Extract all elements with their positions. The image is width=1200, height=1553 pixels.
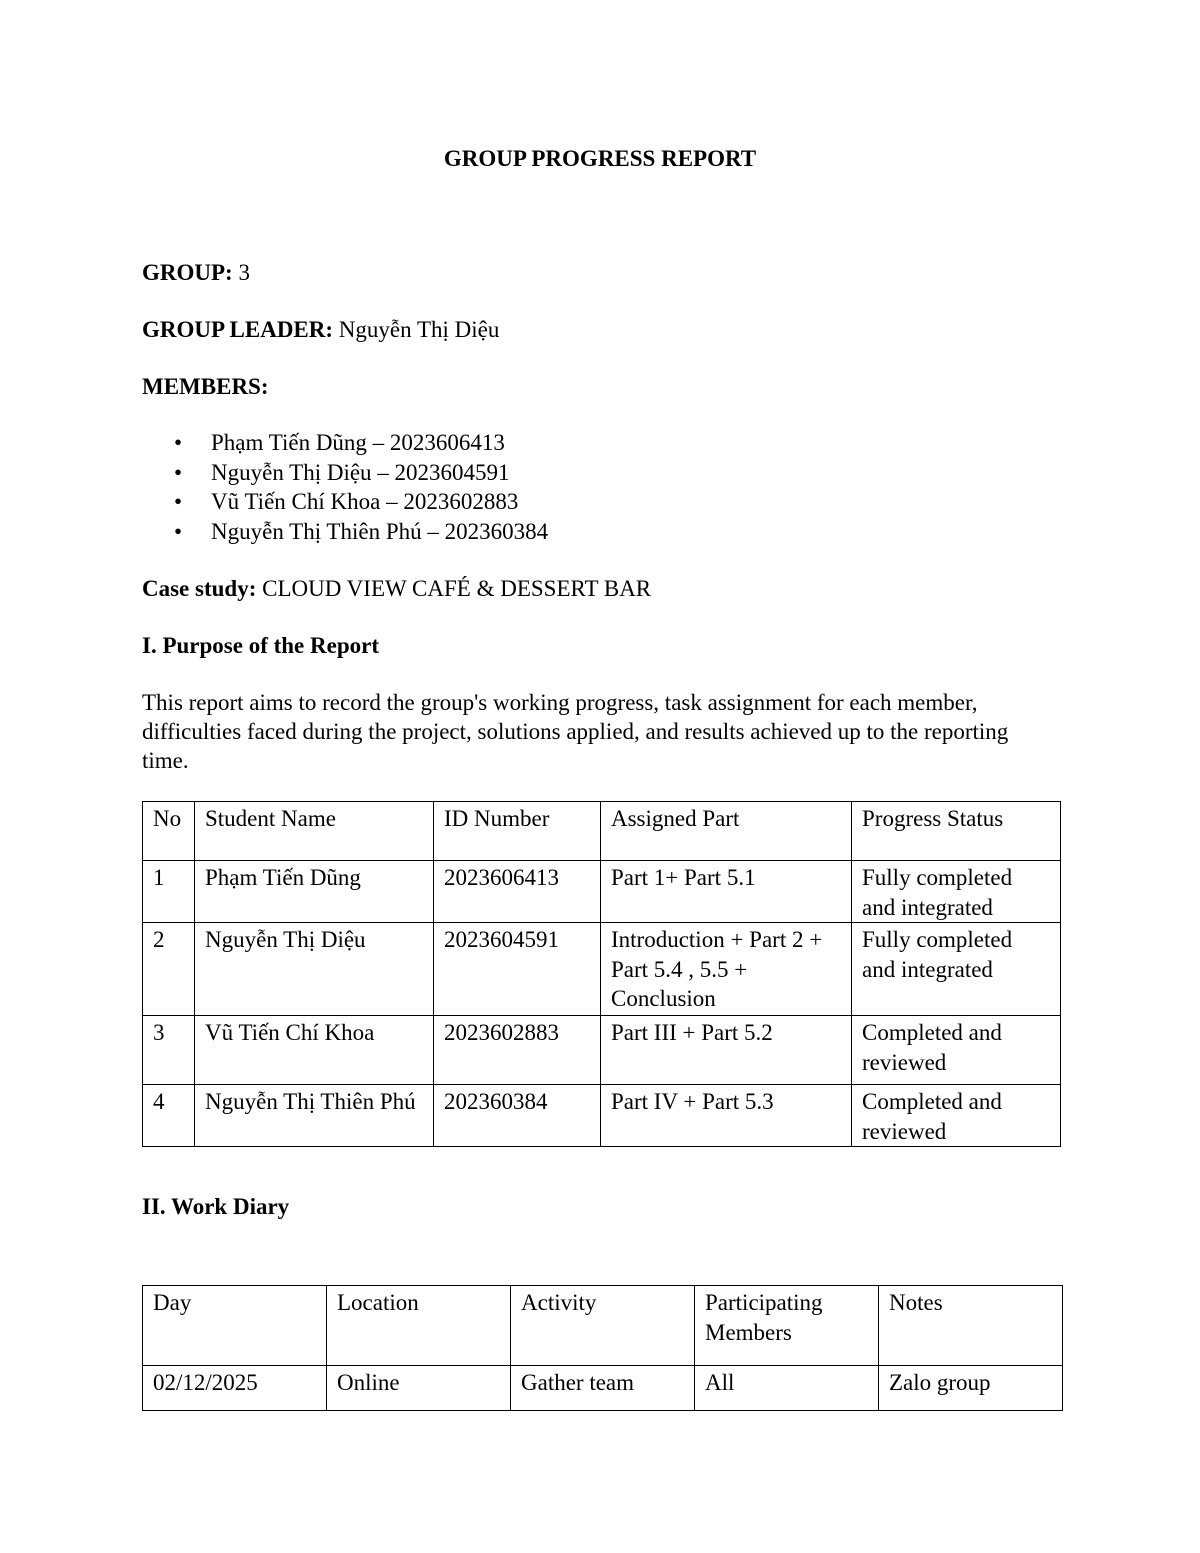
header-cell: No [143, 802, 195, 861]
members-list [142, 428, 548, 546]
table-row: 1 Phạm Tiến Dũng 2023606413 Part 1+ Part 5.1 Fully completed and integrated [143, 861, 1061, 923]
leader-label: GROUP LEADER: [142, 317, 334, 342]
case-study-value: CLOUD VIEW CAFÉ & DESSERT BAR [262, 576, 652, 601]
header-cell: Location [327, 1286, 511, 1366]
header-cell: Activity [511, 1286, 695, 1366]
bullet-icon: • [174, 518, 183, 544]
case-study-label: Case study: [142, 576, 257, 601]
header-cell: Participating Members [695, 1286, 879, 1366]
list-item: • Nguyễn Thị Thiên Phú – 202360384 [174, 518, 549, 544]
header-cell: Notes [879, 1286, 1063, 1366]
work-diary-table [142, 1285, 1063, 1411]
group-line [142, 258, 250, 287]
group-value: 3 [238, 260, 250, 285]
leader-line [142, 315, 499, 344]
header-cell: ID Number [434, 802, 601, 861]
list-item: • Phạm Tiến Dũng – 2023606413 [174, 430, 505, 455]
header-cell: Assigned Part [601, 802, 852, 861]
table-row: 4 Nguyễn Thị Thiên Phú 202360384 Part IV + Part 5.3 Completed and reviewed [143, 1085, 1061, 1147]
report-title: GROUP PROGRESS REPORT [443, 146, 757, 171]
table-header-row [143, 802, 1061, 861]
header-cell: Day [143, 1286, 327, 1366]
leader-value: Nguyễn Thị Diệu [338, 317, 500, 342]
table-header-row [143, 1286, 1063, 1366]
list-item: • Nguyễn Thị Diệu – 2023604591 [174, 459, 510, 485]
header-cell: Progress Status [852, 802, 1061, 861]
group-label: GROUP: [142, 260, 233, 285]
bullet-icon: • [174, 459, 183, 485]
list-item: • Vũ Tiến Chí Khoa – 2023602883 [174, 489, 519, 514]
bullet-icon: • [174, 489, 183, 514]
members-label: MEMBERS: [142, 374, 269, 399]
section-heading-work-diary: II. Work Diary [142, 1194, 290, 1219]
case-study-line [142, 574, 651, 603]
progress-table [142, 801, 1061, 1147]
table-row: 3 Vũ Tiến Chí Khoa 2023602883 Part III + Part 5.2 Completed and reviewed [143, 1016, 1061, 1085]
table-row: 2 Nguyễn Thị Diệu 2023604591 Introduction + Part 2 + Part 5.4 , 5.5 + Conclusion Fully completed and integrated [143, 923, 1061, 1016]
bullet-icon: • [174, 430, 183, 455]
table-row: 02/12/2025 Online Gather team All Zalo group [143, 1366, 1063, 1411]
header-cell: Student Name [195, 802, 434, 861]
section-heading-purpose: I. Purpose of the Report [142, 633, 379, 658]
purpose-paragraph: This report aims to record the group's working progress, task assignment for each member, difficulties faced during the project, solutions applied, and results achieved up to the reporting time. [142, 690, 1009, 773]
